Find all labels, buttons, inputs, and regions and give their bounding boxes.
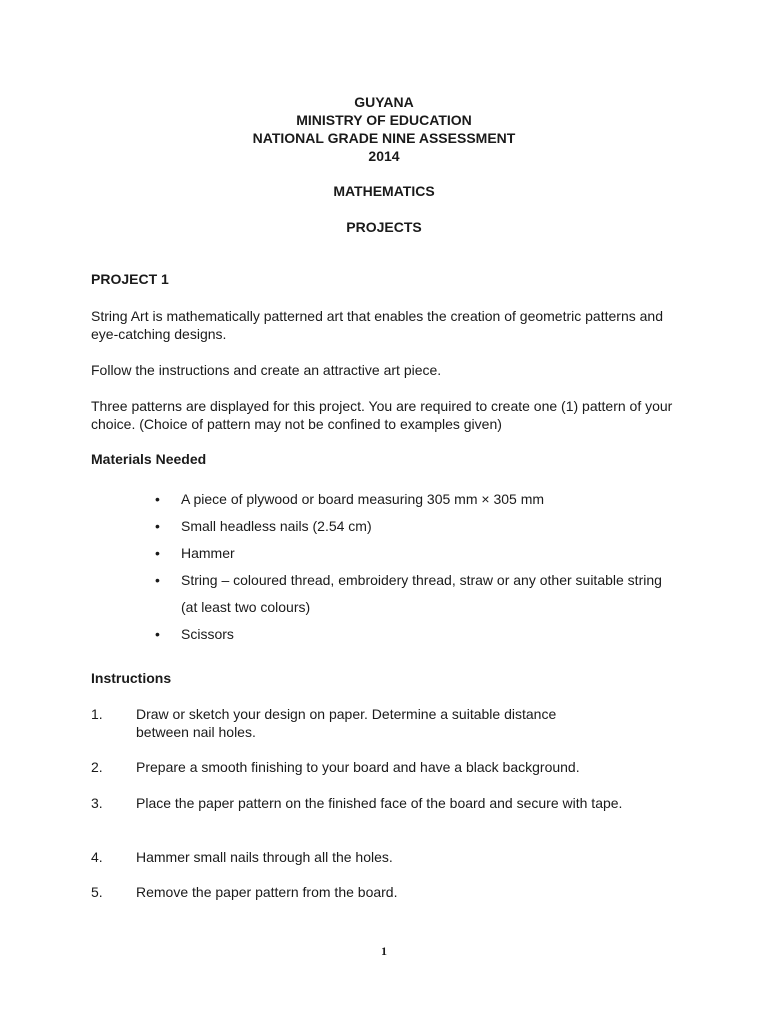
patterns-paragraph: Three patterns are displayed for this project. You are required to create one (1) pattern of your choice. (Choice of pattern may not be confined to examples given) [91,398,673,432]
list-item [155,513,695,540]
step-text: Hammer small nails through all the holes. [136,849,393,865]
intro-paragraph: String Art is mathematically patterned art that enables the creation of geometric patterns and eye-catching designs. [91,308,663,342]
header-year: 2014 [368,148,400,164]
bullet-icon: • [155,572,160,588]
step-text: Place the paper pattern on the finished face of the board and secure with tape. [136,795,623,811]
section-title: PROJECTS [346,219,422,235]
list-item [155,486,695,513]
follow-paragraph: Follow the instructions and create an attractive art piece. [91,362,442,378]
step-number: 1. [91,706,103,722]
step-number: 4. [91,849,103,865]
step-text: Draw or sketch your design on paper. Determine a suitable distance between nail holes. [136,706,557,740]
page-number: 1 [381,944,387,958]
step-number: 5. [91,884,103,900]
step-number: 3. [91,795,103,811]
material-item-text: Hammer [181,545,235,561]
list-item [155,540,695,567]
step-text: Remove the paper pattern from the board. [136,884,398,900]
bullet-icon: • [155,491,160,507]
step-number: 2. [91,759,103,775]
document-header [0,93,768,165]
material-item-text: Scissors [181,626,234,642]
material-item-text: String – coloured thread, embroidery thread, straw or any other suitable string (at least two colours) [181,572,662,615]
bullet-icon: • [155,545,160,561]
subject-title: MATHEMATICS [333,183,435,199]
instructions-heading: Instructions [91,670,172,686]
header-country: GUYANA [354,94,414,110]
header-assessment: NATIONAL GRADE NINE ASSESSMENT [252,130,516,146]
bullet-icon: • [155,518,160,534]
materials-heading: Materials Needed [91,451,207,467]
step-text: Prepare a smooth finishing to your board and have a black background. [136,759,580,775]
header-ministry: MINISTRY OF EDUCATION [296,112,472,128]
materials-list [155,486,695,648]
list-item [155,567,671,621]
material-item-text: A piece of plywood or board measuring 305 mm × 305 mm [181,491,545,507]
list-item [155,621,695,648]
bullet-icon: • [155,626,160,642]
material-item-text: Small headless nails (2.54 cm) [181,518,372,534]
project-title: PROJECT 1 [91,271,169,287]
